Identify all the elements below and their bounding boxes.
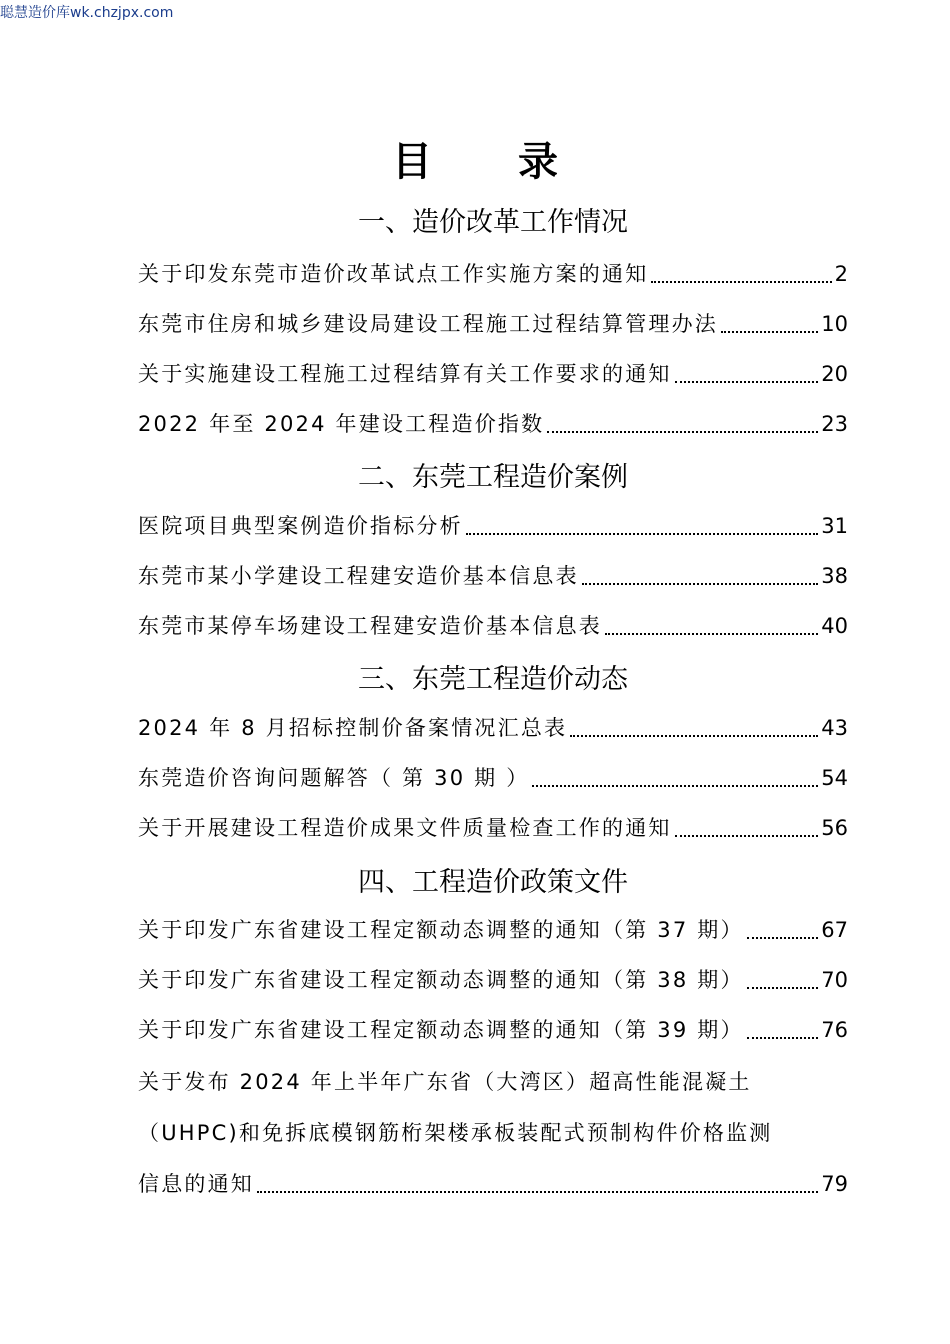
dot-leader bbox=[675, 834, 819, 837]
dot-leader bbox=[570, 734, 818, 737]
toc-entry[interactable] bbox=[138, 914, 848, 944]
dot-leader bbox=[582, 582, 818, 585]
toc-page-number: 38 bbox=[821, 564, 848, 588]
toc-entry[interactable] bbox=[138, 510, 848, 540]
dot-leader bbox=[747, 936, 819, 939]
section-heading-2: 二、东莞工程造价案例 bbox=[358, 462, 628, 493]
dot-leader bbox=[605, 632, 818, 635]
section-heading-4: 四、工程造价政策文件 bbox=[358, 867, 628, 898]
toc-entry-title: 东莞市某小学建设工程建安造价基本信息表 bbox=[138, 564, 579, 588]
toc-entry-title: 东莞市某停车场建设工程建安造价基本信息表 bbox=[138, 614, 602, 638]
toc-page-number: 43 bbox=[821, 716, 848, 740]
toc-entry-title: 关于印发广东省建设工程定额动态调整的通知（第 37 期） bbox=[138, 918, 744, 942]
toc-page-number: 56 bbox=[821, 816, 848, 840]
toc-entry-title: 关于实施建设工程施工过程结算有关工作要求的通知 bbox=[138, 362, 672, 386]
toc-entry[interactable] bbox=[138, 762, 848, 792]
toc-page-number: 20 bbox=[821, 362, 848, 386]
toc-entry-title: 2022 年至 2024 年建设工程造价指数 bbox=[138, 412, 545, 436]
section-heading-1: 一、造价改革工作情况 bbox=[358, 207, 628, 238]
toc-page-number: 23 bbox=[821, 412, 848, 436]
toc-entry[interactable] bbox=[138, 560, 848, 590]
toc-entry[interactable] bbox=[138, 964, 848, 994]
toc-entry[interactable] bbox=[138, 258, 848, 288]
toc-entry-title: 关于印发东莞市造价改革试点工作实施方案的通知 bbox=[138, 262, 649, 286]
toc-page-number: 67 bbox=[821, 918, 848, 942]
toc-entry[interactable] bbox=[138, 610, 848, 640]
toc-entry[interactable] bbox=[138, 712, 848, 742]
page-title: 目 录 bbox=[392, 138, 594, 185]
toc-entry[interactable] bbox=[138, 308, 848, 338]
toc-page-number: 40 bbox=[821, 614, 848, 638]
dot-leader bbox=[675, 380, 819, 383]
toc-entry-title: 医院项目典型案例造价指标分析 bbox=[138, 514, 463, 538]
toc-entry-title: 关于开展建设工程造价成果文件质量检查工作的通知 bbox=[138, 816, 672, 840]
toc-page-number: 10 bbox=[821, 312, 848, 336]
toc-entry[interactable] bbox=[138, 358, 848, 388]
dot-leader bbox=[547, 430, 818, 433]
toc-entry-line-1[interactable]: 关于发布 2024 年上半年广东省（大湾区）超高性能混凝土 bbox=[138, 1070, 752, 1094]
toc-page-number: 79 bbox=[821, 1172, 848, 1196]
dot-leader bbox=[466, 532, 818, 535]
toc-entry[interactable] bbox=[138, 408, 848, 438]
dot-leader bbox=[651, 280, 831, 283]
toc-entry[interactable] bbox=[138, 1014, 848, 1044]
toc-page-number: 54 bbox=[821, 766, 848, 790]
toc-entry-line-2[interactable]: （UHPC)和免拆底模钢筋桁架楼承板装配式预制构件价格监测 bbox=[138, 1121, 773, 1145]
watermark-text: 聪慧造价库wk.chzjpx.com bbox=[0, 5, 174, 21]
toc-entry-title: 东莞市住房和城乡建设局建设工程施工过程结算管理办法 bbox=[138, 312, 718, 336]
toc-entry-title: 2024 年 8 月招标控制价备案情况汇总表 bbox=[138, 716, 568, 740]
dot-leader bbox=[257, 1190, 818, 1193]
toc-entry-title: 关于印发广东省建设工程定额动态调整的通知（第 39 期） bbox=[138, 1018, 744, 1042]
toc-entry-title: 关于印发广东省建设工程定额动态调整的通知（第 38 期） bbox=[138, 968, 744, 992]
toc-entry[interactable] bbox=[138, 812, 848, 842]
toc-page-number: 70 bbox=[821, 968, 848, 992]
dot-leader bbox=[747, 986, 819, 989]
toc-page-number: 31 bbox=[821, 514, 848, 538]
dot-leader bbox=[532, 784, 818, 787]
dot-leader bbox=[721, 330, 818, 333]
toc-entry-title: 信息的通知 bbox=[138, 1172, 254, 1196]
toc-entry-title: 东莞造价咨询问题解答（ 第 30 期 ） bbox=[138, 766, 530, 790]
toc-page-number: 2 bbox=[834, 262, 848, 286]
toc-page-number: 76 bbox=[821, 1018, 848, 1042]
dot-leader bbox=[747, 1036, 819, 1039]
toc-entry[interactable] bbox=[138, 1168, 848, 1198]
section-heading-3: 三、东莞工程造价动态 bbox=[358, 664, 628, 695]
